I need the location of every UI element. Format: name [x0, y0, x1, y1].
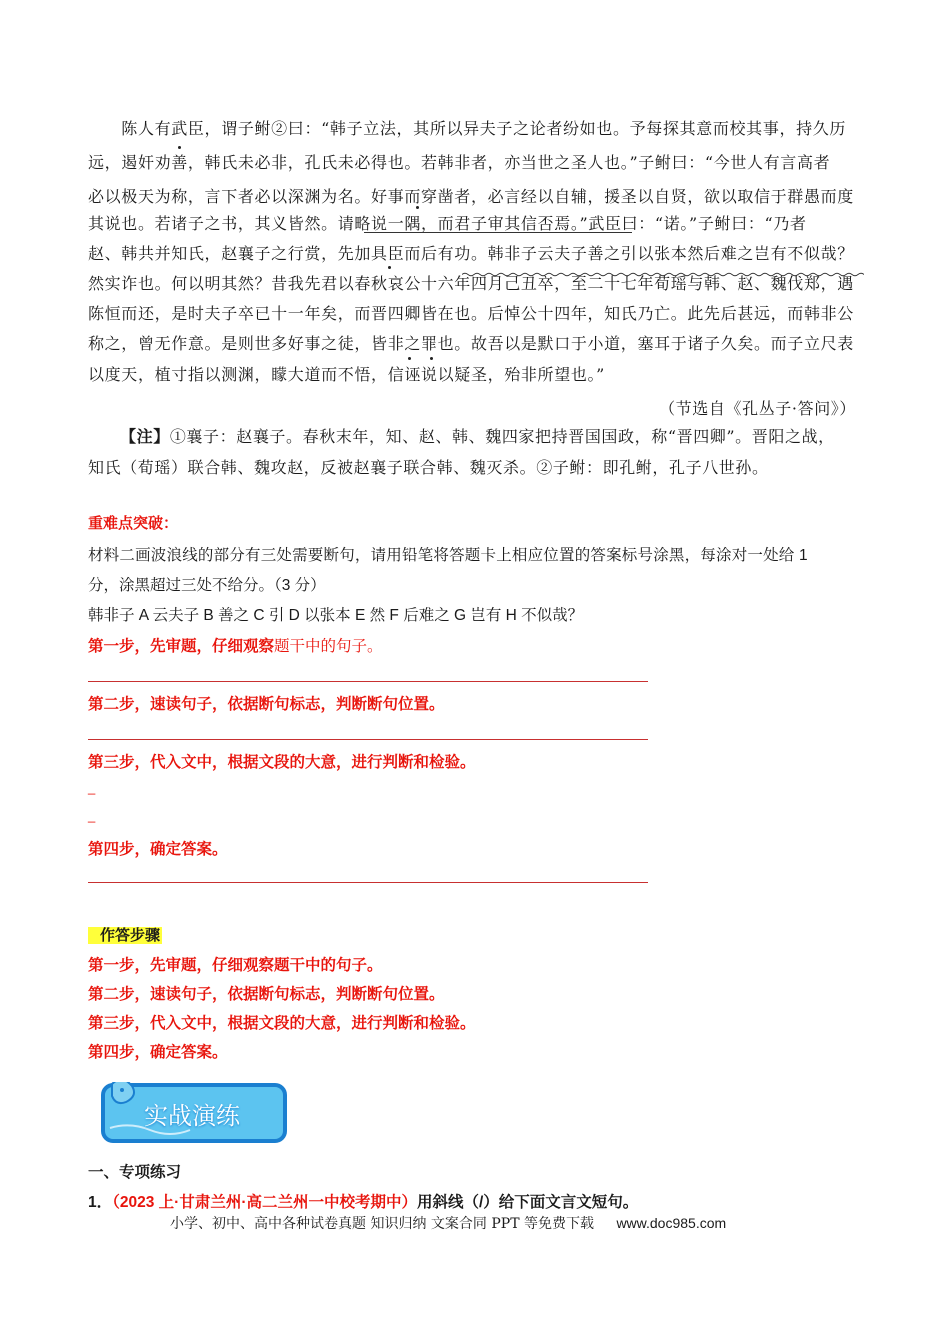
question-1-number: 1． — [88, 1194, 113, 1211]
passage-line: 陈恒而还，是时夫子卒已十一年矣，而晋四卿皆在也。后悼公十四年，知氏乃亡。此先后甚远，而韩非公 — [88, 304, 854, 323]
steps-item: 第一步，先审题，仔细观察题干中的句子。 — [88, 957, 383, 974]
step-4: 第四步，确定答案。 — [88, 841, 228, 858]
practice-heading: 一、专项练习 — [88, 1164, 182, 1181]
step-1-rest: 题干中的句子。 — [274, 638, 383, 655]
passage-line: 其说也。若诸子之书，其义皆然。请略说一隅，而君子审其信否焉。”武臣曰：“诺。”子鲋曰：“乃者 — [88, 214, 807, 233]
question-1-source: （2023 上·甘肃兰州·高二兰州一中校考期中） — [112, 1194, 417, 1211]
step-2: 第二步，速读句子，依据断句标志，判断断句位置。 — [88, 696, 445, 713]
answer-line[interactable] — [88, 681, 648, 682]
badge-label: 实战演练 — [144, 1103, 240, 1130]
question-line: 材料二画波浪线的部分有三处需要断句，请用铅笔将答题卡上相应位置的答案标号涂黑，每涂对一处给 1 — [88, 547, 808, 564]
emphasis-dot — [408, 357, 411, 360]
steps-title: 作答步骤 — [88, 924, 162, 945]
steps-item: 第二步，速读句子，依据断句标志，判断断句位置。 — [88, 986, 445, 1003]
note-line — [120, 424, 835, 447]
note-tag: 【注】 — [120, 427, 170, 446]
emphasis-dot — [416, 206, 419, 209]
answer-line[interactable] — [88, 882, 648, 883]
step-3: 第三步，代入文中，根据文段的大意，进行判断和检验。 — [88, 754, 476, 771]
step-1 — [88, 634, 383, 656]
steps-item: 第四步，确定答案。 — [88, 1044, 228, 1061]
passage-line: 然实诈也。何以明其然？昔我先君以春秋哀公十六年四月己丑卒，至二十七年荀瑶与韩、赵、魏伐郑，遇 — [88, 274, 854, 293]
practice-badge — [100, 1082, 288, 1144]
steps-item: 第三步，代入文中，根据文段的大意，进行判断和检验。 — [88, 1015, 476, 1032]
question-line: 分，涂黑超过三处不给分。（3 分） — [88, 577, 326, 594]
passage-line: 必以极天为称，言下者必以深渊为名。好事而穿凿者，必言经以自辅，援圣以自贤，欲以取信于群愚而度 — [88, 187, 854, 206]
emphasis-dot — [388, 266, 391, 269]
passage-source: （节选自《孔丛子·答问》） — [659, 399, 856, 418]
wavy-underline — [462, 262, 864, 267]
underline-marker — [364, 232, 632, 233]
step-1-bold: 第一步，先审题，仔细观察 — [88, 638, 275, 655]
passage-line: 称之，曾无作意。是则世多好事之徒，皆非之罪也。故吾以是默口于小道，塞耳于诸子久矣。而子立尺表 — [88, 334, 854, 353]
emphasis-dot — [178, 146, 181, 149]
passage-line: 陈人有武臣，谓子鲋②曰：“韩子立法，其所以异夫子之论者纷如也。予每探其意而校其事，持久历 — [88, 119, 847, 138]
note-text: ①襄子：赵襄子。春秋末年，知、赵、韩、魏四家把持晋国国政，称“晋四卿”。晋阳之战， — [169, 427, 835, 446]
emphasis-dot — [430, 357, 433, 360]
answer-dash[interactable]: _ — [88, 780, 96, 795]
passage-line-wavy: 赵、韩共并知氏，赵襄子之行赏，先加具臣而后有功。韩非子云夫子善之引以张本然后难之岂有不似哉？ — [88, 244, 854, 263]
question-1-text: 用斜线（/）给下面文言文短句。 — [417, 1194, 639, 1211]
answer-line[interactable] — [88, 739, 648, 740]
footer-text: 小学、初中、高中各种试卷真题 知识归纳 文案合同 PPT 等免费下载 — [170, 1216, 594, 1232]
passage-line: 以度天，植寸指以测渊，矇大道而不悟，信诬说以疑圣，殆非所望也。” — [88, 365, 605, 384]
passage-line: 远，遏奸劝善，韩氏未必非，孔氏未必得也。若韩非者，亦当世之圣人也。”子鲋曰：“今世人有言高者 — [88, 153, 831, 172]
question-options: 韩非子 A 云夫子 B 善之 C 引 D 以张本 E 然 F 后难之 G 岂有 H 不似哉？ — [88, 607, 584, 624]
footer-url[interactable]: www.doc985.com — [616, 1215, 727, 1231]
answer-dash[interactable]: _ — [88, 808, 96, 823]
question-1 — [88, 1190, 638, 1212]
footer — [170, 1213, 726, 1233]
focus-heading: 重难点突破： — [88, 515, 179, 532]
note-line: 知氏（荀瑶）联合韩、魏攻赵，反被赵襄子联合韩、魏灭杀。②子鲋：即孔鲋，孔子八世孙。 — [88, 458, 769, 477]
